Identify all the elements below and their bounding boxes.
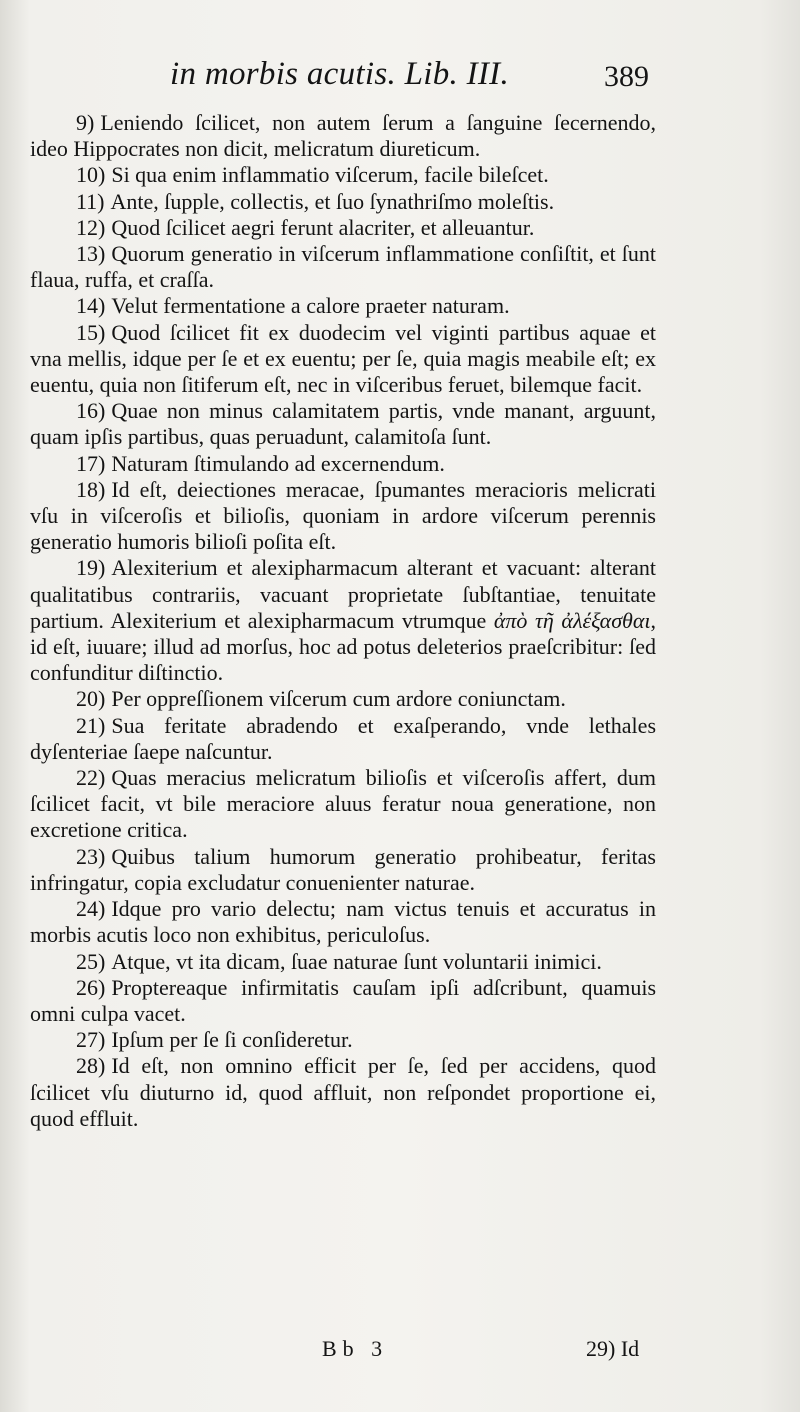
note-19 [30, 555, 656, 686]
note-26 [30, 975, 656, 1027]
note-13 [30, 241, 656, 293]
note-text: Ante, ſupple, collectis, et ſuo ſynathriſmo moleſtis. [110, 188, 555, 214]
note-text: Id eſt, deiectiones meracae, ſpumantes meracioris melicrati vſu in viſceroſis et bilioſis, quoniam in ardore viſcerum perennis generatio humoris bilioſi poſita eſt. [30, 476, 656, 555]
note-text: Quod ſcilicet fit ex duodecim vel viginti partibus aquae et vna mellis, idque per ſe et ex euentu; per ſe, quia magis meabile eſt; ex euentu, quia non ſitiferum eſt, nec in viſceribus feruet, bilemque facit. [30, 319, 656, 398]
note-text: Naturam ſtimulando ad excernendum. [111, 450, 445, 476]
page-footer [0, 1336, 800, 1366]
note-number: 18) [76, 476, 106, 502]
note-10 [30, 162, 656, 188]
note-text: Proptereaque infirmitatis cauſam ipſi adſcribunt, quamuis omni culpa vacet. [30, 974, 656, 1026]
note-18 [30, 477, 656, 556]
note-number: 11) [76, 188, 105, 214]
page-number: 389 [604, 60, 649, 93]
note-15 [30, 320, 656, 399]
note-text: Quorum generatio in viſcerum inflammatione conſiſtit, et ſunt flaua, ruffa, et craſſa. [30, 241, 656, 293]
note-27 [30, 1027, 656, 1053]
note-number: 9) [76, 110, 95, 135]
note-9 [30, 110, 656, 162]
note-text: Alexiterium et alexipharmacum alterant et vacuant: alterant qualitatibus contrariis, vacuant proprietate ſubſtantiae, tenuitate partium. Alexiterium et alexipharmacum vtrumque [30, 555, 656, 633]
note-text: Velut fermentatione a calore praeter naturam. [111, 293, 510, 319]
note-number: 15) [76, 319, 106, 345]
note-number: 28) [76, 1053, 106, 1079]
note-number: 10) [76, 162, 106, 188]
note-text: Quod ſcilicet aegri ferunt alacriter, et alleuantur. [111, 214, 535, 240]
note-text: Ipſum per ſe ſi conſideretur. [111, 1027, 353, 1053]
note-text: Quibus talium humorum generatio prohibeatur, feritas infringatur, copia excludatur conuenienter naturae. [30, 843, 656, 895]
note-number: 21) [76, 712, 106, 738]
note-number: 19) [76, 555, 106, 581]
note-28 [30, 1053, 656, 1132]
note-text: Id eſt, non omnino efficit per ſe, ſed per accidens, quod ſcilicet vſu diuturno id, quod affluit, non reſpondet proportione ei, quod effluit. [30, 1053, 656, 1131]
notes-body [30, 110, 656, 1132]
note-number: 13) [76, 241, 106, 267]
note-12 [30, 215, 656, 241]
note-20 [30, 686, 656, 712]
note-text: Sua feritate abradendo et exaſperando, vnde lethales dyſenteriae ſaepe naſcuntur. [30, 712, 656, 764]
note-21 [30, 713, 656, 765]
note-text: Idque pro vario delectu; nam victus tenuis et accuratus in morbis acutis loco non exhibitus, periculoſus. [30, 896, 656, 948]
running-title: in morbis acutis. Lib. III. [170, 56, 510, 92]
note-number: 17) [76, 450, 106, 476]
note-number: 22) [76, 765, 106, 791]
page-header [0, 56, 800, 96]
note-text: Quae non minus calamitatem partis, vnde manant, arguunt, quam ipſis partibus, quas peruadunt, calamitoſa ſunt. [30, 398, 656, 450]
note-number: 24) [76, 896, 106, 922]
note-text: Leniendo ſcilicet, non autem ſerum a ſanguine ſecernendo, ideo Hippocrates non dicit, melicratum diureticum. [30, 110, 656, 162]
note-16 [30, 398, 656, 450]
note-text-continued: , id eſt, iuuare; illud ad morſus, hoc ad potus deleterios praeſcribitur: ſed confunditur diſtinctio. [30, 607, 657, 686]
note-number: 14) [76, 293, 106, 319]
signature-mark: Bb 3 [322, 1336, 389, 1361]
note-24 [30, 896, 656, 948]
greek-phrase: ἀπὸ τῆ ἀλέξασθαι [493, 607, 651, 633]
note-17 [30, 451, 656, 477]
catchword: 29) Id [586, 1336, 640, 1361]
note-text: Atque, vt ita dicam, ſuae naturae ſunt voluntarii inimici. [111, 948, 602, 974]
note-22 [30, 765, 656, 844]
note-number: 23) [76, 843, 106, 869]
note-number: 25) [76, 948, 106, 974]
note-number: 26) [76, 974, 106, 1000]
note-text: Per oppreſſionem viſcerum cum ardore coniunctam. [111, 686, 566, 712]
note-text: Quas meracius melicratum bilioſis et viſceroſis affert, dum ſcilicet facit, vt bile meraciore aluus feratur noua generatione, non excretione critica. [30, 765, 656, 843]
note-25 [30, 949, 656, 975]
note-number: 12) [76, 214, 106, 240]
note-14 [30, 293, 656, 319]
note-number: 20) [76, 686, 106, 712]
note-23 [30, 844, 656, 896]
note-11 [30, 189, 656, 215]
note-number: 27) [76, 1027, 106, 1053]
note-text: Si qua enim inflammatio viſcerum, facile bileſcet. [111, 162, 549, 188]
note-number: 16) [76, 398, 106, 424]
